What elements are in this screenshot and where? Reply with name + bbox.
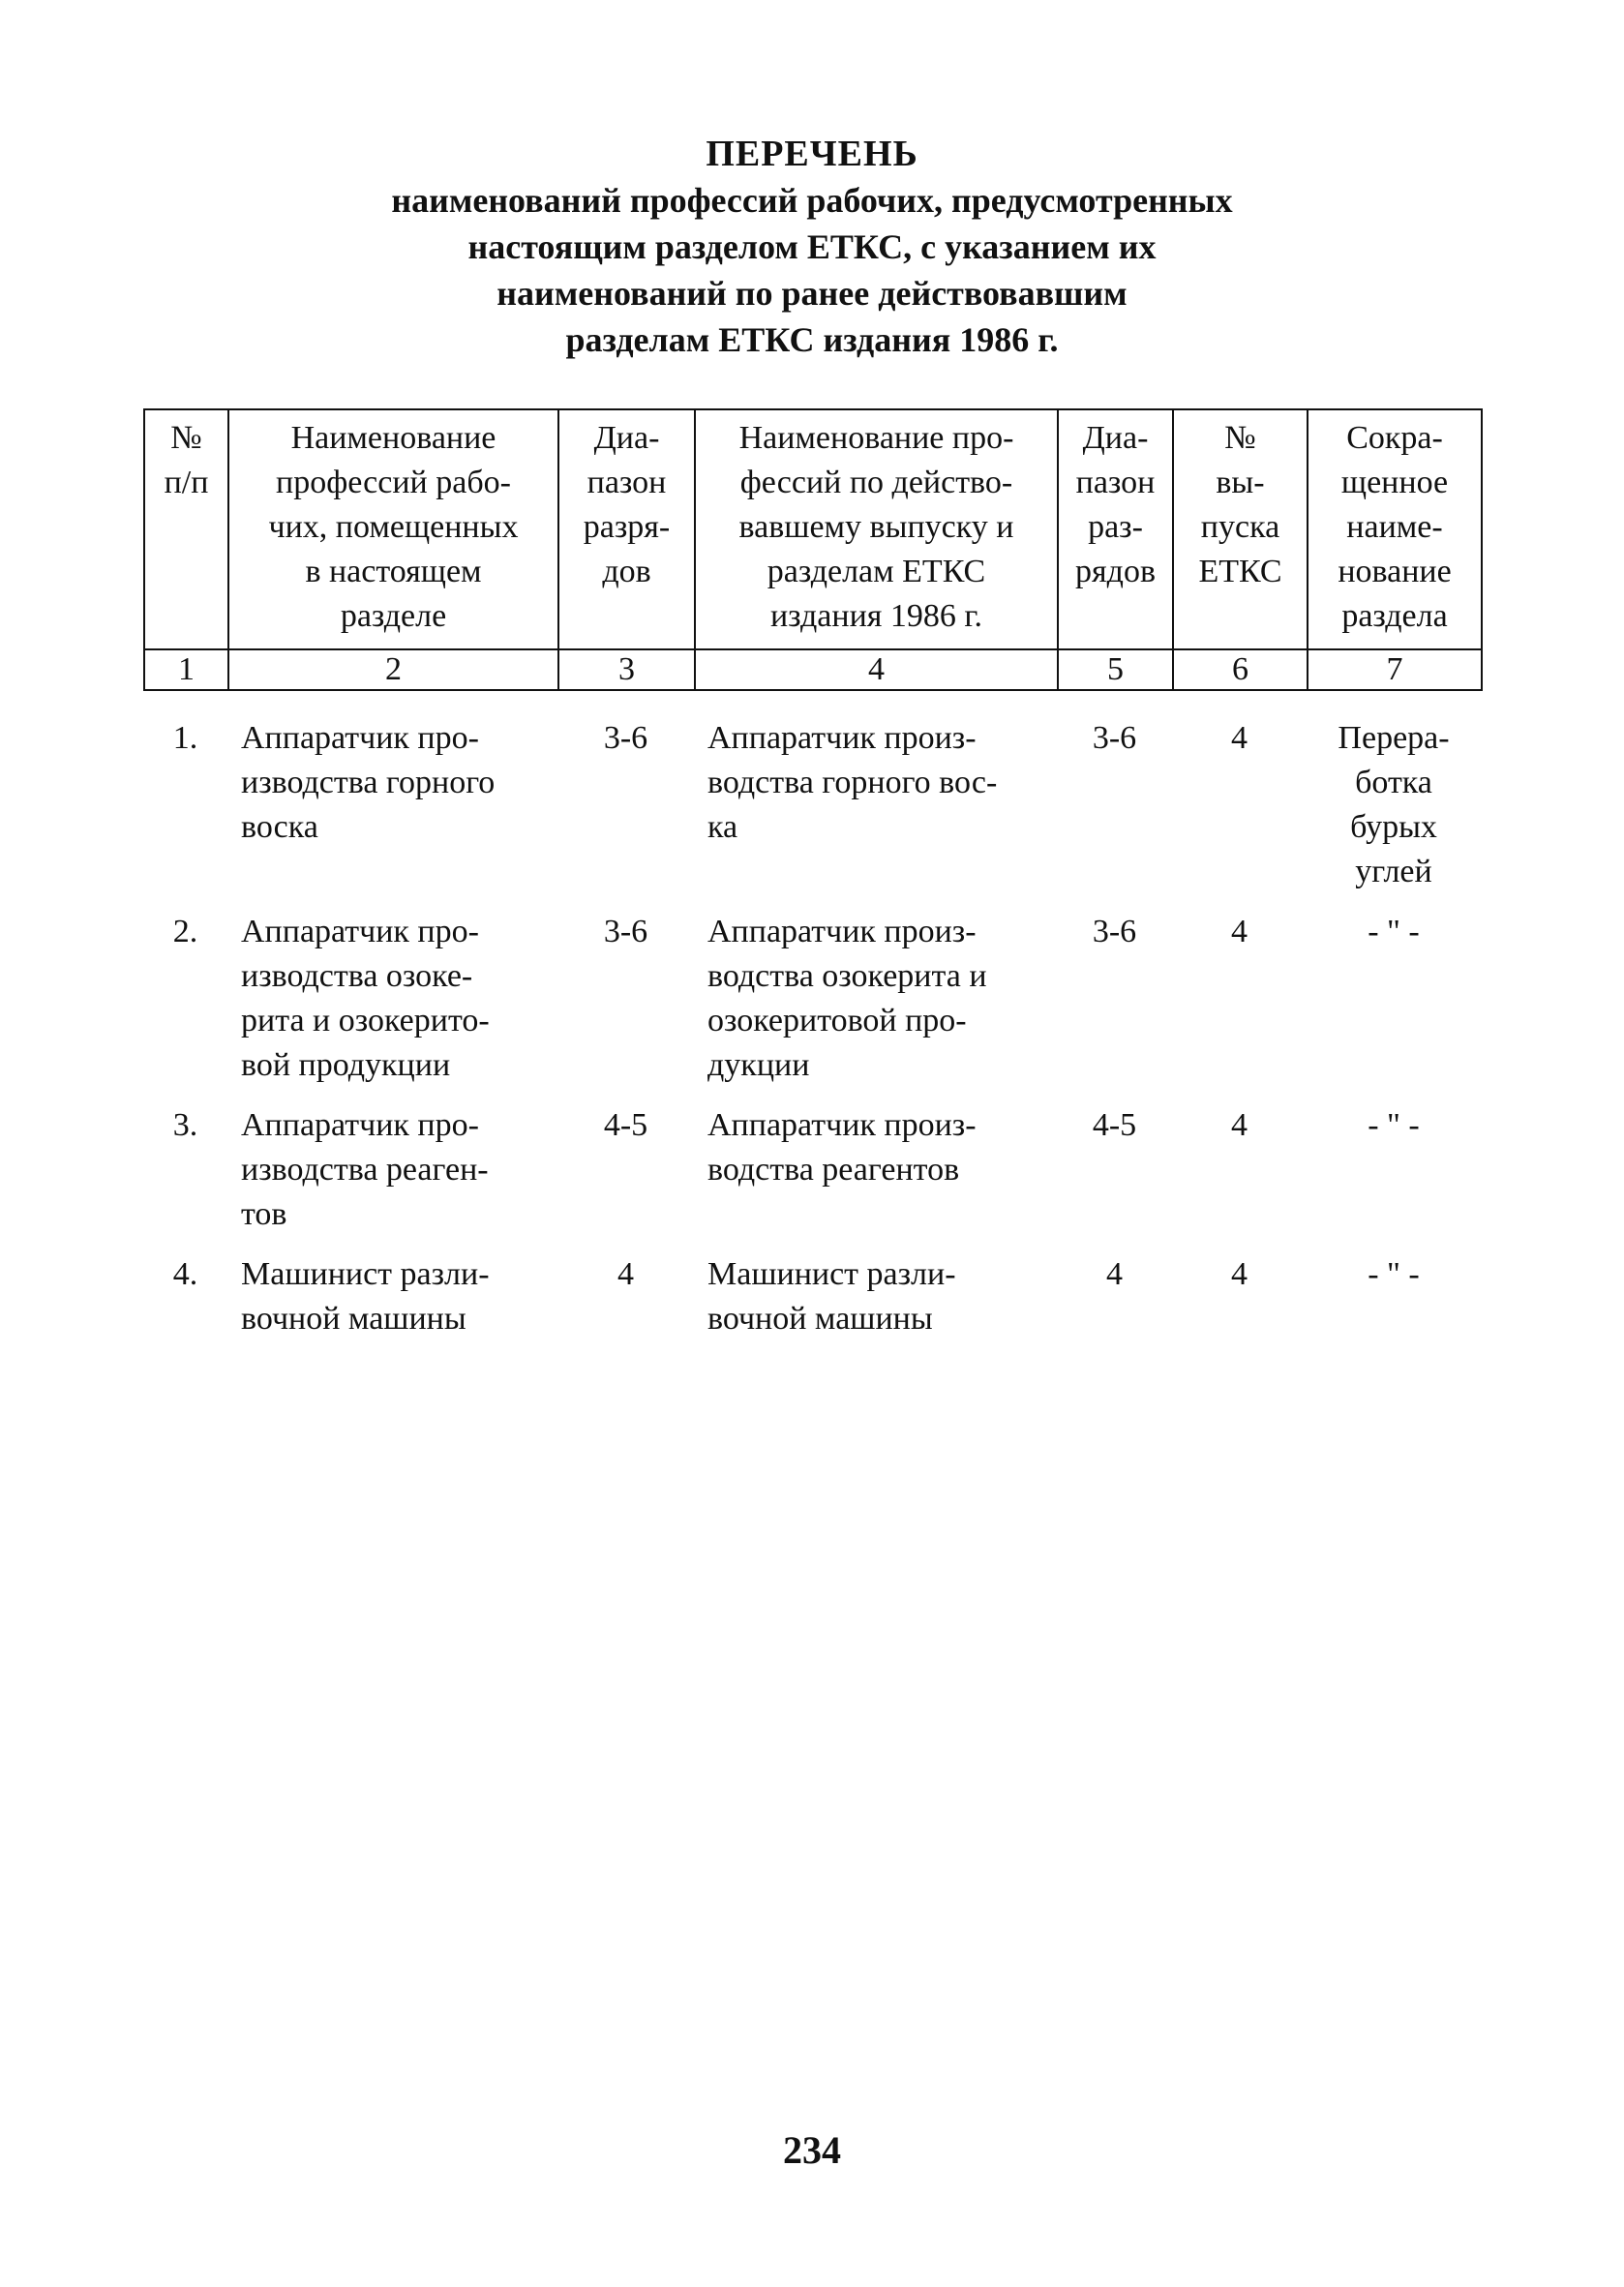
- title-main: ПЕРЕЧЕНЬ: [706, 134, 918, 174]
- old-grade-range: 4-5: [1092, 1107, 1137, 1143]
- section-short-name: - " -: [1368, 1256, 1420, 1292]
- header-cell-old-range: Диа- пазон раз- рядов: [1058, 409, 1173, 649]
- title-line: настоящим разделом ЕТКС, с указанием их: [467, 227, 1157, 266]
- header-cell-name: Наименование профессий рабо- чих, помещенных в настоящем разделе: [228, 409, 558, 649]
- old-grade-range: 4: [1106, 1256, 1123, 1292]
- title-line: наименований профессий рабочих, предусмотренных: [391, 181, 1233, 220]
- old-profession-name: Машинист разли- вочной машины: [707, 1256, 956, 1337]
- row-number: 2.: [172, 914, 198, 949]
- table-row: [143, 716, 1481, 910]
- column-number: 3: [558, 649, 695, 690]
- row-number: 3.: [172, 1107, 198, 1143]
- issue-number: 4: [1231, 914, 1248, 949]
- section-short-name: - " -: [1368, 914, 1420, 949]
- table-row: [143, 910, 1481, 1103]
- header-cell-num: № п/п: [144, 409, 228, 649]
- table-body: [143, 716, 1481, 1357]
- grade-range: 4: [617, 1256, 634, 1292]
- page-number: 234: [783, 2128, 841, 2172]
- title-line: наименований по ранее действовавшим: [496, 274, 1128, 313]
- column-number: 1: [144, 649, 228, 690]
- issue-number: 4: [1231, 1256, 1248, 1292]
- table-header: [143, 408, 1483, 691]
- old-profession-name: Аппаратчик произ- водства горного вос- ка: [707, 720, 998, 845]
- issue-number: 4: [1231, 720, 1248, 756]
- profession-name: Аппаратчик про- изводства озоке- рита и озокерито- вой продукции: [241, 914, 490, 1083]
- old-grade-range: 3-6: [1092, 720, 1137, 756]
- document-title: [0, 131, 1624, 363]
- grade-range: 3-6: [603, 720, 648, 756]
- profession-name: Аппаратчик про- изводства реаген- тов: [241, 1107, 489, 1232]
- grade-range: 4-5: [603, 1107, 648, 1143]
- row-number: 4.: [172, 1256, 198, 1292]
- header-cell-section: Сокра- щенное наиме- нование раздела: [1308, 409, 1482, 649]
- old-profession-name: Аппаратчик произ- водства озокерита и озокеритовой про- дукции: [707, 914, 987, 1083]
- old-grade-range: 3-6: [1092, 914, 1137, 949]
- header-cell-issue: № вы- пуска ЕТКС: [1173, 409, 1308, 649]
- column-number: 4: [695, 649, 1058, 690]
- row-number: 1.: [172, 720, 198, 756]
- issue-number: 4: [1231, 1107, 1248, 1143]
- profession-name: Машинист разли- вочной машины: [241, 1256, 490, 1337]
- column-number: 7: [1308, 649, 1482, 690]
- section-short-name: - " -: [1368, 1107, 1420, 1143]
- table-row: [143, 1252, 1481, 1357]
- grade-range: 3-6: [603, 914, 648, 949]
- section-short-name: Перера- ботка бурых углей: [1338, 720, 1450, 889]
- header-cell-range: Диа- пазон разря- дов: [558, 409, 695, 649]
- profession-name: Аппаратчик про- изводства горного воска: [241, 720, 496, 845]
- column-number: 6: [1173, 649, 1308, 690]
- title-line: разделам ЕТКС издания 1986 г.: [565, 320, 1059, 359]
- old-profession-name: Аппаратчик произ- водства реагентов: [707, 1107, 977, 1188]
- table-row: [143, 1103, 1481, 1252]
- column-number: 2: [228, 649, 558, 690]
- header-cell-old-name: Наименование про- фессий по действо- вавшему выпуску и разделам ЕТКС издания 1986 г.: [695, 409, 1058, 649]
- column-number: 5: [1058, 649, 1173, 690]
